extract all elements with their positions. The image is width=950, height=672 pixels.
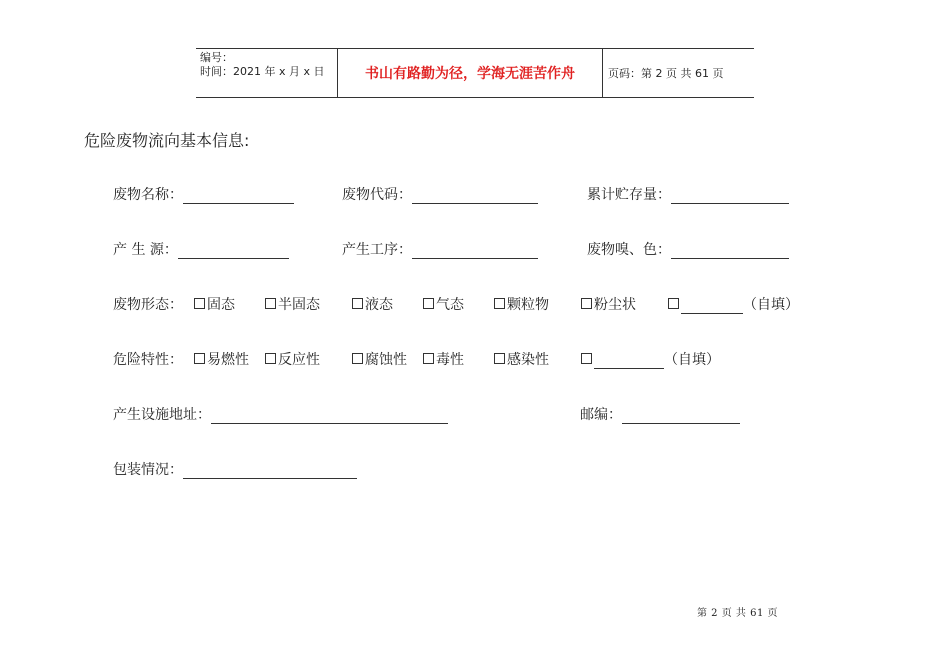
checkbox-icon[interactable] [494, 353, 505, 364]
waste-name-label: 废物名称： [113, 187, 183, 203]
storage-field [587, 186, 789, 204]
hazard-option[interactable]: 毒性 [423, 351, 464, 369]
source-input[interactable] [178, 244, 289, 259]
form-option[interactable]: 气态 [423, 296, 464, 314]
hazard-option-custom[interactable]: （自填） [581, 351, 720, 369]
postcode-field [580, 406, 740, 424]
hazard-custom-input[interactable] [594, 354, 664, 369]
header-page-info: 页码：第 2 页 共 61 页 [608, 67, 724, 80]
source-label: 产 生 源： [113, 242, 178, 258]
number-label: 编号： [200, 51, 233, 64]
hazard-option[interactable]: 感染性 [494, 351, 549, 369]
checkbox-icon[interactable] [494, 298, 505, 309]
address-field [113, 406, 448, 424]
waste-code-field [342, 186, 538, 204]
packaging-field [113, 461, 357, 479]
checkbox-icon[interactable] [265, 298, 276, 309]
checkbox-icon[interactable] [352, 353, 363, 364]
hazard-option[interactable]: 腐蚀性 [352, 351, 407, 369]
waste-code-input[interactable] [412, 189, 538, 204]
process-label: 产生工序： [342, 242, 412, 258]
page-header [196, 48, 754, 98]
waste-name-field [113, 186, 294, 204]
postcode-input[interactable] [622, 409, 740, 424]
hazard-label: 危险特性： [113, 352, 183, 368]
header-meta [200, 51, 336, 79]
checkbox-icon[interactable] [668, 298, 679, 309]
waste-name-input[interactable] [183, 189, 294, 204]
smell-color-label: 废物嗅、色： [587, 242, 671, 258]
packaging-label: 包装情况： [113, 462, 183, 478]
waste-code-label: 废物代码： [342, 187, 412, 203]
hazard-option[interactable]: 反应性 [265, 351, 320, 369]
process-input[interactable] [412, 244, 538, 259]
storage-label: 累计贮存量： [587, 187, 671, 203]
time-label: 时间：2021 年 x 月 x 日 [200, 65, 325, 78]
form-custom-input[interactable] [681, 299, 743, 314]
hazard-option[interactable]: 易燃性 [194, 351, 249, 369]
source-field [113, 241, 289, 259]
header-motto: 书山有路勤为径，学海无涯苦作舟 [365, 66, 575, 82]
smell-color-field [587, 241, 789, 259]
form-option[interactable]: 液态 [352, 296, 393, 314]
postcode-label: 邮编： [580, 407, 622, 423]
checkbox-icon[interactable] [194, 298, 205, 309]
storage-input[interactable] [671, 189, 789, 204]
page-footer: 第 2 页 共 61 页 [697, 608, 778, 619]
process-field [342, 241, 538, 259]
section-title: 危险废物流向基本信息: [84, 131, 250, 150]
packaging-input[interactable] [183, 464, 357, 479]
form-option[interactable]: 半固态 [265, 296, 320, 314]
header-divider [602, 49, 603, 97]
form-option-custom[interactable]: （自填） [668, 296, 799, 314]
checkbox-icon[interactable] [423, 353, 434, 364]
form-label: 废物形态： [113, 297, 183, 313]
checkbox-icon[interactable] [581, 353, 592, 364]
address-input[interactable] [211, 409, 448, 424]
form-option[interactable]: 颗粒物 [494, 296, 549, 314]
checkbox-icon[interactable] [265, 353, 276, 364]
checkbox-icon[interactable] [194, 353, 205, 364]
address-label: 产生设施地址： [113, 407, 211, 423]
checkbox-icon[interactable] [352, 298, 363, 309]
form-option[interactable]: 固态 [194, 296, 235, 314]
checkbox-icon[interactable] [423, 298, 434, 309]
smell-color-input[interactable] [671, 244, 789, 259]
form-option[interactable]: 粉尘状 [581, 296, 636, 314]
checkbox-icon[interactable] [581, 298, 592, 309]
